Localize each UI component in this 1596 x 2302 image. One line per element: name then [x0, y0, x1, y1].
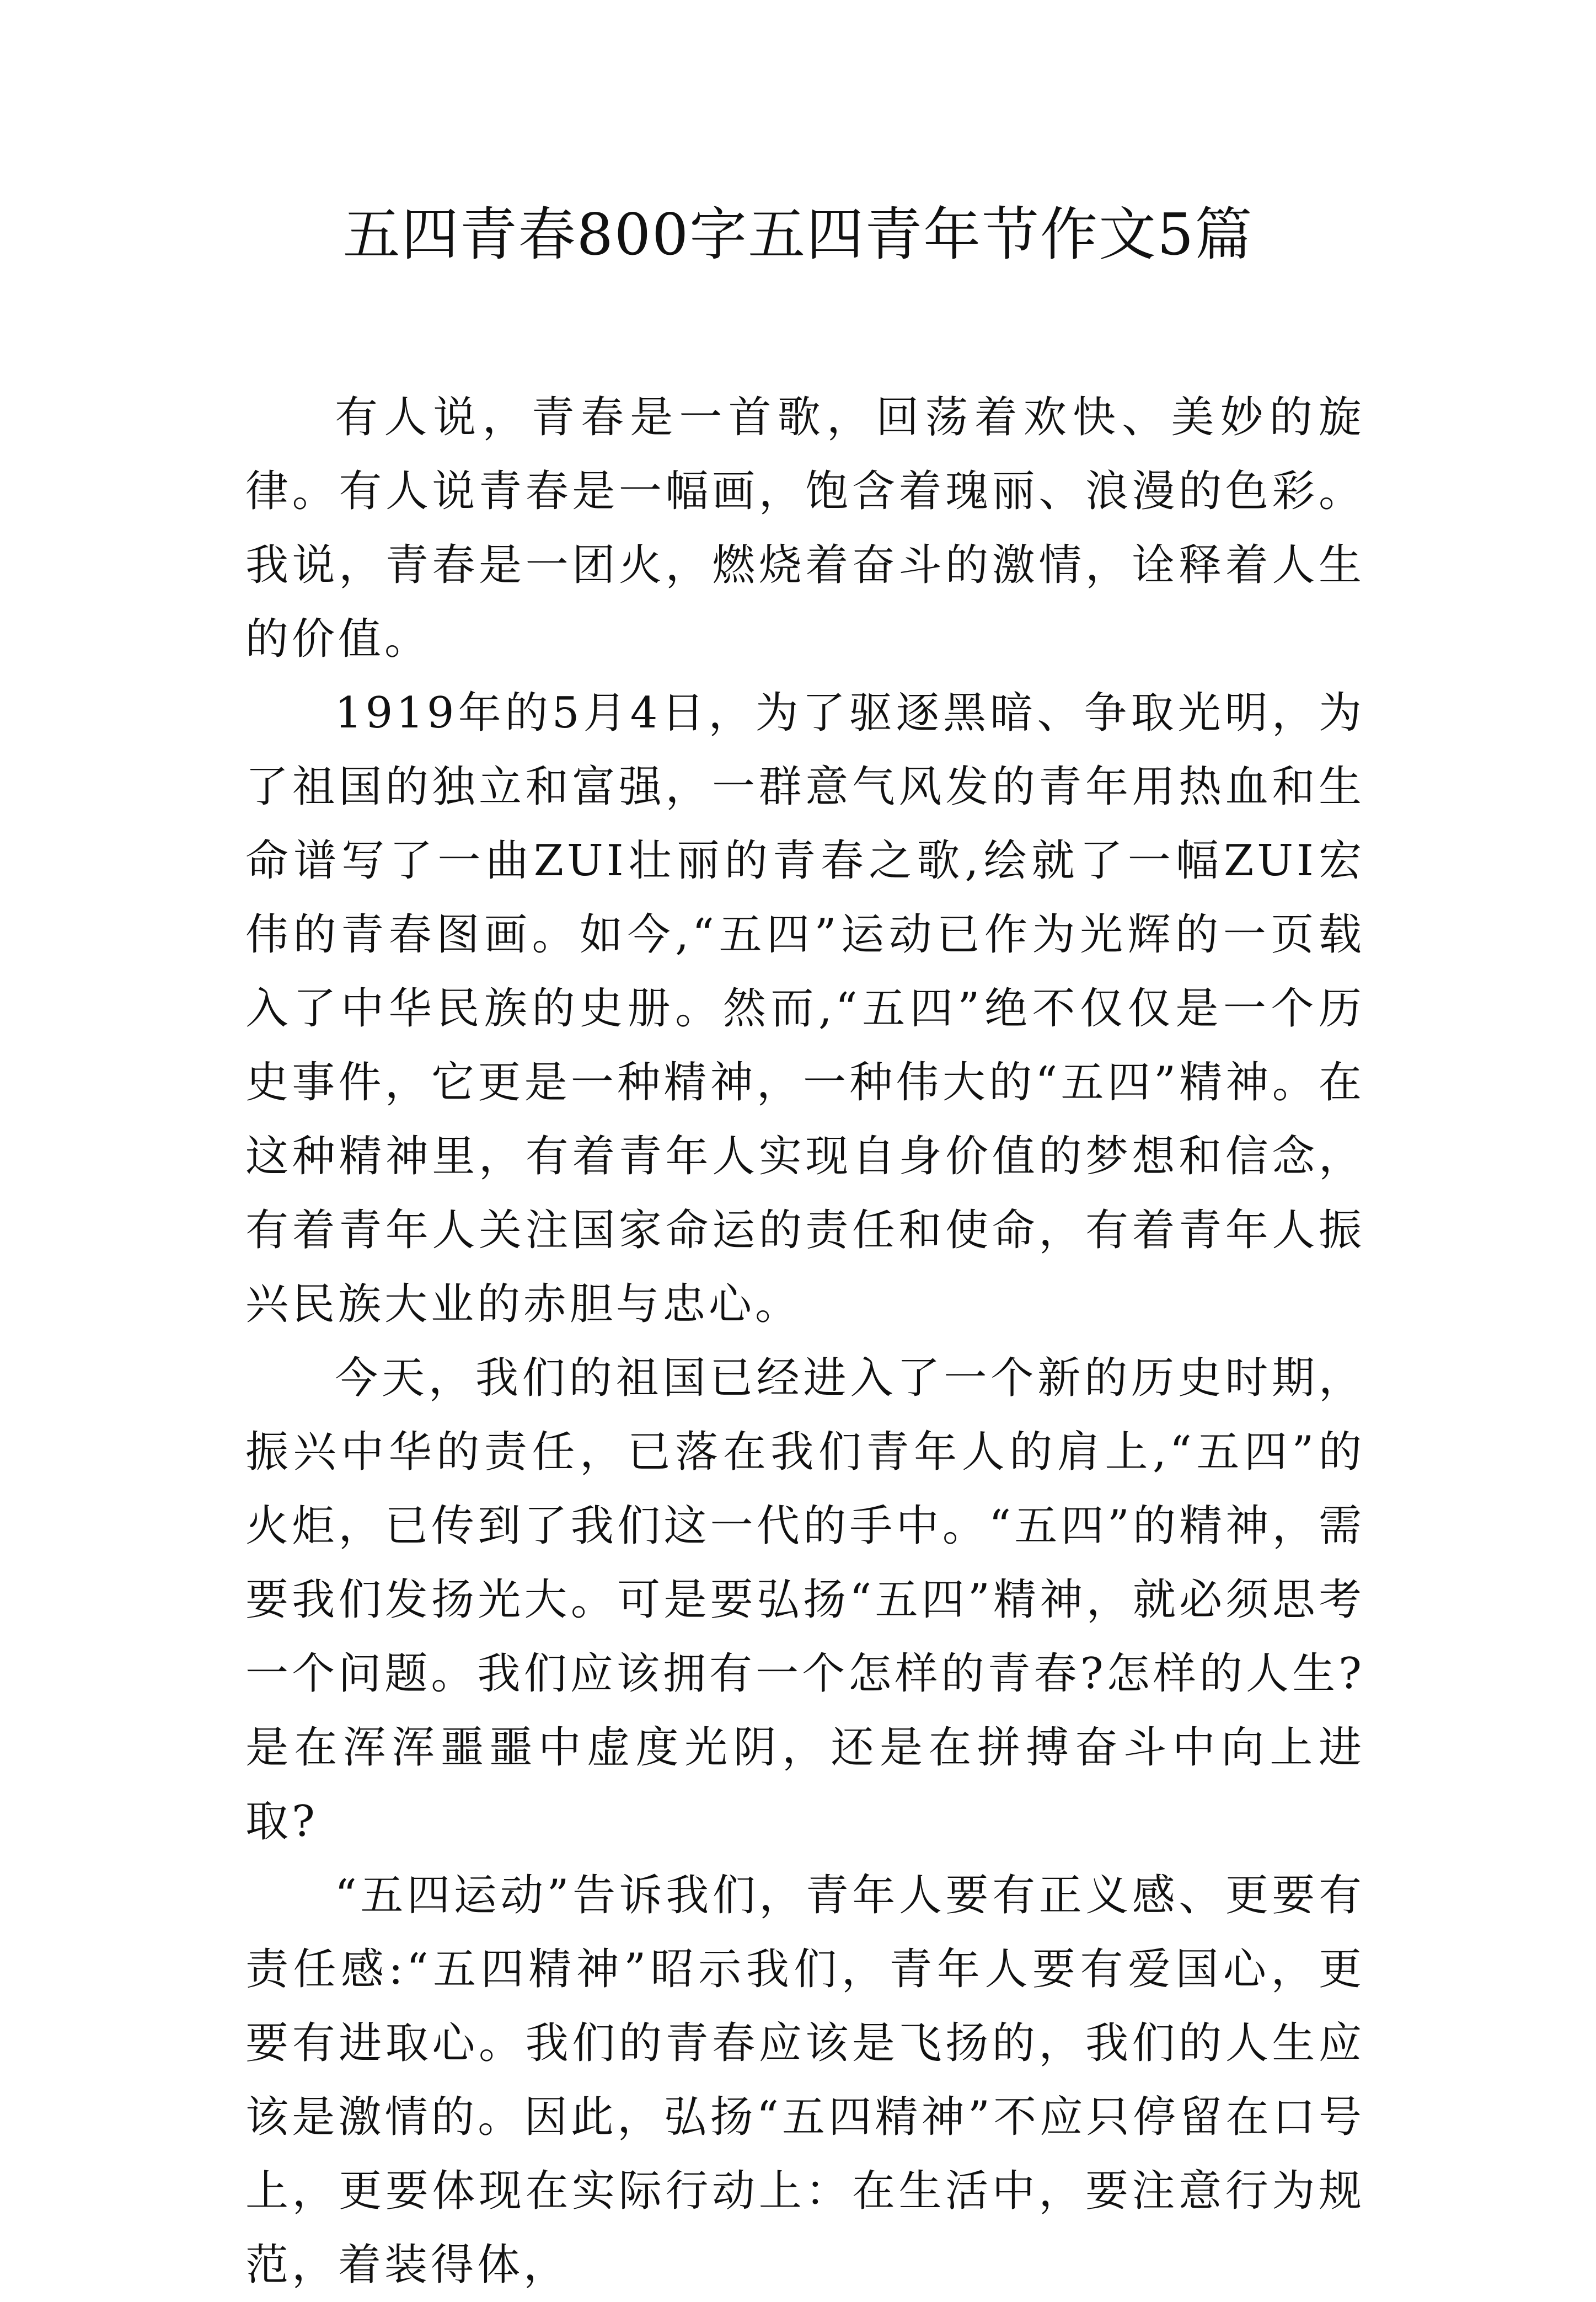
paragraph-2: 1919年的5月4日，为了驱逐黑暗、争取光明，为了祖国的独立和富强，一群意气风发的青年用热血和生命谱写了一曲ZUI壮丽的青春之歌,绘就了一幅ZUI宏伟的青春图画。如今,“五四”运动已作为光辉的一页载入了中华民族的史册。然而,“五四”绝不仅仅是一个历史事件，它更是一种精神，一种伟大的“五四”精神。在这种精神里，有着青年人实现自身价值的梦想和信念，有着青年人关注国家命运的责任和使命，有着青年人振兴民族大业的赤胆与忠心。 — [245, 688, 1365, 1329]
paragraph-3: 今天，我们的祖国已经进入了一个新的历史时期，振兴中华的责任，已落在我们青年人的肩上,“五四”的火炬，已传到了我们这一代的手中。“五四”的精神，需要我们发扬光大。可是要弘扬“五四”精神，就必须思考一个问题。我们应该拥有一个怎样的青春?怎样的人生?是在浑浑噩噩中虚度光阴，还是在拼搏奋斗中向上进取? — [245, 1353, 1365, 1846]
paragraph-4: “五四运动”告诉我们，青年人要有正义感、更要有责任感:“五四精神”昭示我们，青年人要有爱国心，更要有进取心。我们的青春应该是飞扬的，我们的人生应该是激情的。因此，弘扬“五四精神”不应只停留在口号上，更要体现在实际行动上：在生活中，要注意行为规范，着装得体， — [245, 1871, 1365, 2290]
document-title: 五四青春800字五四青年节作文5篇 — [342, 201, 1254, 268]
document-body — [245, 381, 1365, 2302]
paragraph-1: 有人说，青春是一首歌，回荡着欢快、美妙的旋律。有人说青春是一幅画，饱含着瑰丽、浪漫的色彩。我说，青春是一团火，燃烧着奋斗的激情，诠释着人生的价值。 — [245, 393, 1365, 664]
